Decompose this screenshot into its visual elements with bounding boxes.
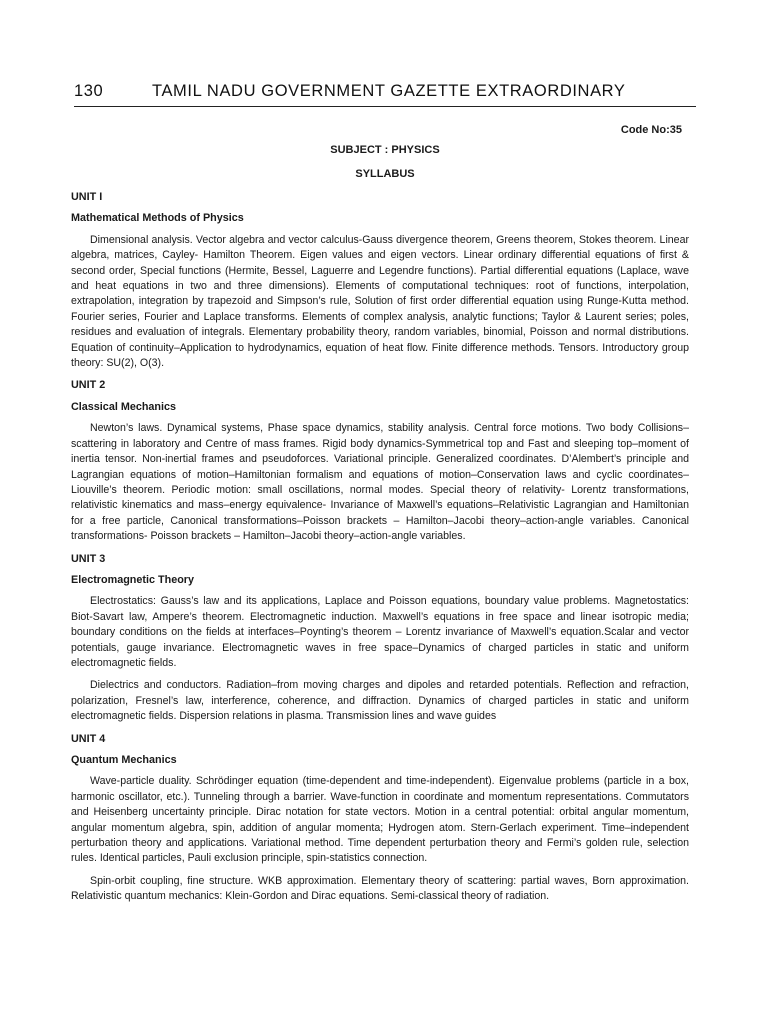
unit-heading: UNIT 4 bbox=[71, 732, 106, 745]
unit-heading: UNIT 3 bbox=[71, 552, 106, 565]
syllabus-heading: SYLLABUS bbox=[355, 168, 415, 180]
unit-title: Electromagnetic Theory bbox=[71, 573, 194, 586]
unit-paragraph: Dimensional analysis. Vector algebra and vector calculus-Gauss divergence theorem, Greens theorem, Stokes theorem. Linear algebra, matrices, Cayley- Hamilton Theorem. Eigen values and eigen vectors. Linear ordinary differential equations of first & second order, Special functions (Hermite, Bessel, Laguerre and Legendre functions). Partial differential equations (Laplace, wave and heat equations in two and three dimensions). Elements of computational techniques: root of functions, interpolation, extrapolation, integration by trapezoid and Simpson’s rule, Solution of first order differential equation using Runge-Kutta method. Fourier series, Fourier and Laplace transforms. Elements of complex analysis, analytic functions; Taylor & Laurent series; poles, residues and evaluation of integrals. Elementary probability theory, random variables, binomial, Poisson and normal distributions. Equation of continuity–Application to hydrodynamics, equation of heat flow. Finite difference methods. Tensors. Introductory group theory: SU(2), O(3). bbox=[71, 233, 689, 370]
subject-heading: SUBJECT : PHYSICS bbox=[330, 144, 440, 156]
header-rule bbox=[74, 106, 696, 107]
page-number: 130 bbox=[74, 82, 104, 100]
syllabus-content bbox=[71, 190, 689, 912]
unit-paragraph: Spin-orbit coupling, fine structure. WKB approximation. Elementary theory of scattering: partial waves, Born approximation. Relativistic quantum mechanics: Klein-Gordon and Dirac equations. Semi-classical theory of radiation. bbox=[71, 874, 689, 903]
gazette-title: TAMIL NADU GOVERNMENT GAZETTE EXTRAORDINARY bbox=[152, 82, 626, 100]
code-number: Code No:35 bbox=[620, 124, 682, 136]
unit-paragraph: Dielectrics and conductors. Radiation–from moving charges and dipoles and retarded potentials. Reflection and refraction, polarization, Fresnel’s law, interference, coherence, and diffraction. Dynamics of charged particles in static and uniform electromagnetic fields. Dispersion relations in plasma. Transmission lines and wave guides bbox=[71, 679, 689, 723]
unit-heading: UNIT I bbox=[71, 191, 103, 203]
unit-title: Classical Mechanics bbox=[71, 400, 177, 413]
unit-section-2 bbox=[71, 378, 689, 544]
unit-paragraph: Wave-particle duality. Schrödinger equation (time-dependent and time-independent). Eigenvalue problems (particle in a box, harmonic oscillator, etc.). Tunneling through a barrier. Wave-function in coordinate and momentum representations. Commutators and Heisenberg uncertainty principle. Dirac notation for state vectors. Motion in a central potential: orbital angular momentum, angular momentum algebra, spin, addition of angular momenta; Hydrogen atom. Stern-Gerlach experiment. Time–independent perturbation theory and applications. Variational method. Time dependent perturbation theory and Fermi’s golden rule, selection rules. Identical particles, Pauli exclusion principle, spin-statistics connection. bbox=[71, 775, 689, 865]
unit-section-4 bbox=[71, 732, 689, 905]
unit-title: Quantum Mechanics bbox=[71, 754, 177, 766]
unit-title: Mathematical Methods of Physics bbox=[71, 212, 244, 225]
unit-paragraph: Electrostatics: Gauss’s law and its applications, Laplace and Poisson equations, boundary value problems. Magnetostatics: Biot-Savart law, Ampere’s theorem. Electromagnetic induction. Maxwell’s equations in free space and linear isotropic media; boundary conditions on the fields at interfaces–Poynting’s theorem – Lorentz invariance of Maxwell’s equation.Scalar and vector potentials, gauge invariance. Electromagnetic waves in free space–Dynamics of charged particles in static and uniform electromagnetic fields. bbox=[71, 595, 689, 669]
unit-heading: UNIT 2 bbox=[71, 379, 106, 392]
unit-paragraph: Newton’s laws. Dynamical systems, Phase space dynamics, stability analysis. Central force motions. Two body Collisions–scattering in laboratory and Centre of mass frames. Rigid body dynamics-Symmetrical top and Fast and sleeping top–moment of inertia tensor. Non-inertial frames and pseudoforces. Variational principle. Generalized coordinates. D’Alembert’s principle and Lagrangian equations of motion–Hamiltonian formalism and equations of motion–Conservation laws and cyclic coordinates–Liouville’s theorem. Periodic motion: small oscillations, normal modes. Special theory of relativity- Lorentz transformations, relativistic kinematics and mass–energy equivalence- Invariance of Maxwell’s equations–Relativistic Lagrangian and Hamiltonian for a free particle, Canonical transformations–Poisson brackets – Hamilton–Jacobi theory–action-angle variables. Canonical transformations- Poisson brackets – Hamilton–Jacobi theory–action-angle variables. bbox=[71, 422, 689, 543]
unit-section-1 bbox=[71, 190, 689, 371]
page-header bbox=[74, 82, 696, 101]
unit-section-3 bbox=[71, 552, 689, 725]
